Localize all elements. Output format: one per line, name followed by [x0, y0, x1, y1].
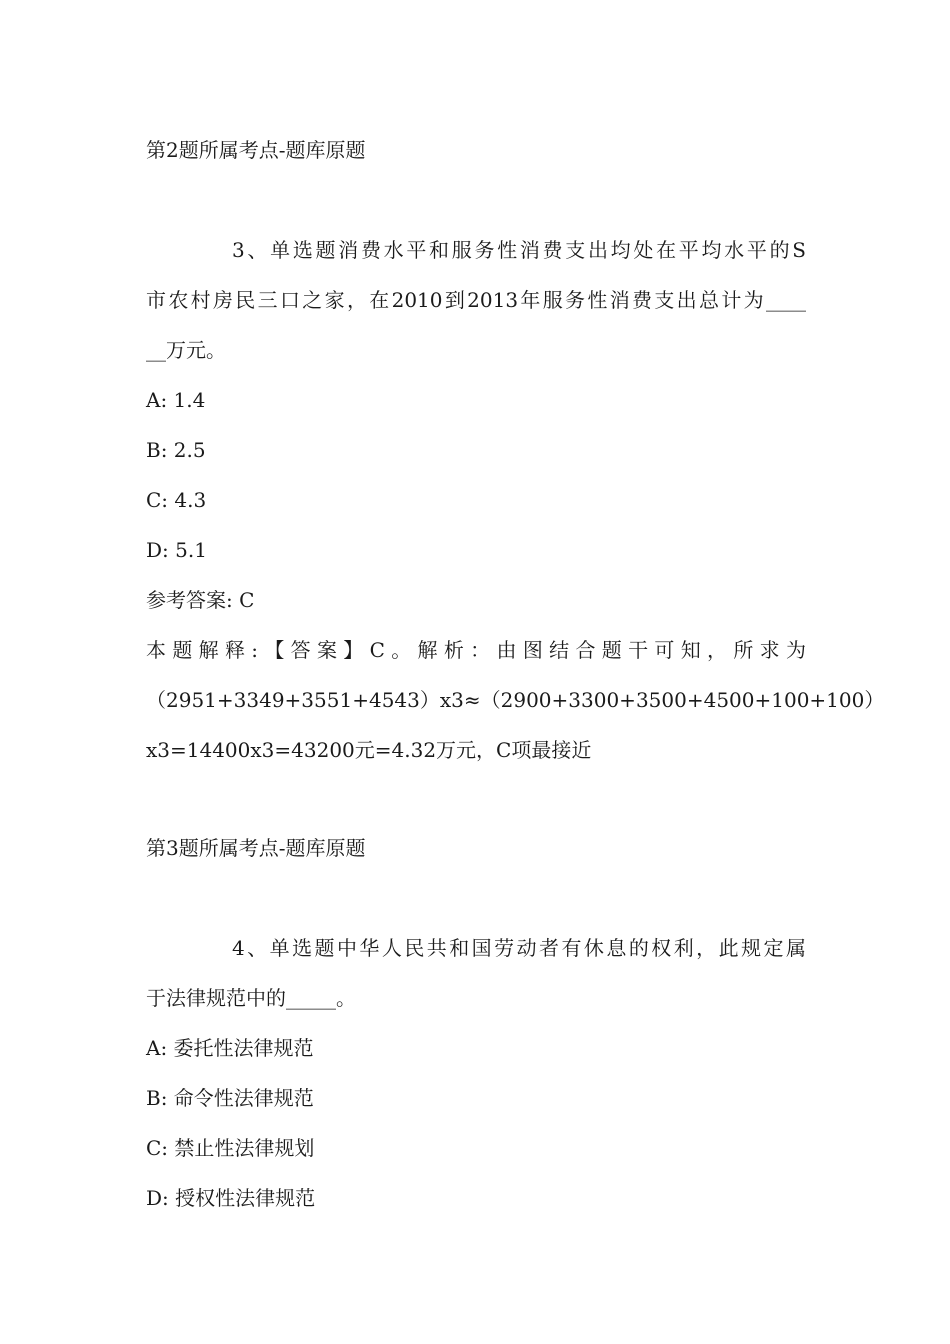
q4-stem-line-1: 4、单选题中华人民共和国劳动者有休息的权利，此规定属: [232, 936, 806, 960]
q3-explanation-line-2: （2951+3349+3551+4543）x3≈（2900+3300+3500+4500+100+100）: [146, 688, 885, 712]
q3-option-b: B: 2.5: [146, 438, 206, 462]
q3-stem-line-3: __万元。: [146, 338, 226, 362]
q4-option-c: C: 禁止性法律规划: [146, 1136, 315, 1160]
q3-option-c: C: 4.3: [146, 488, 207, 512]
q4-option-d: D: 授权性法律规范: [146, 1186, 316, 1210]
q4-option-a: A: 委托性法律规范: [146, 1036, 314, 1060]
q3-option-a: A: 1.4: [146, 388, 206, 412]
q3-answer: 参考答案: C: [146, 588, 255, 612]
q3-explanation-line-1: 本题解释:【答案】C。解析：由图结合题干可知，所求为: [146, 638, 806, 662]
q3-source-label: 第3题所属考点-题库原题: [146, 836, 366, 860]
q4-option-b: B: 命令性法律规范: [146, 1086, 314, 1110]
q3-stem-line-2: 市农村房民三口之家，在2010到2013年服务性消费支出总计为____: [146, 288, 806, 312]
q4-stem-line-2: 于法律规范中的_____。: [146, 986, 356, 1010]
q2-source-label: 第2题所属考点-题库原题: [146, 138, 366, 162]
q3-option-d: D: 5.1: [146, 538, 207, 562]
q3-stem-line-1: 3、单选题消费水平和服务性消费支出均处在平均水平的S: [232, 238, 806, 262]
q3-explanation-line-3: x3=14400x3=43200元=4.32万元，C项最接近: [146, 738, 592, 762]
